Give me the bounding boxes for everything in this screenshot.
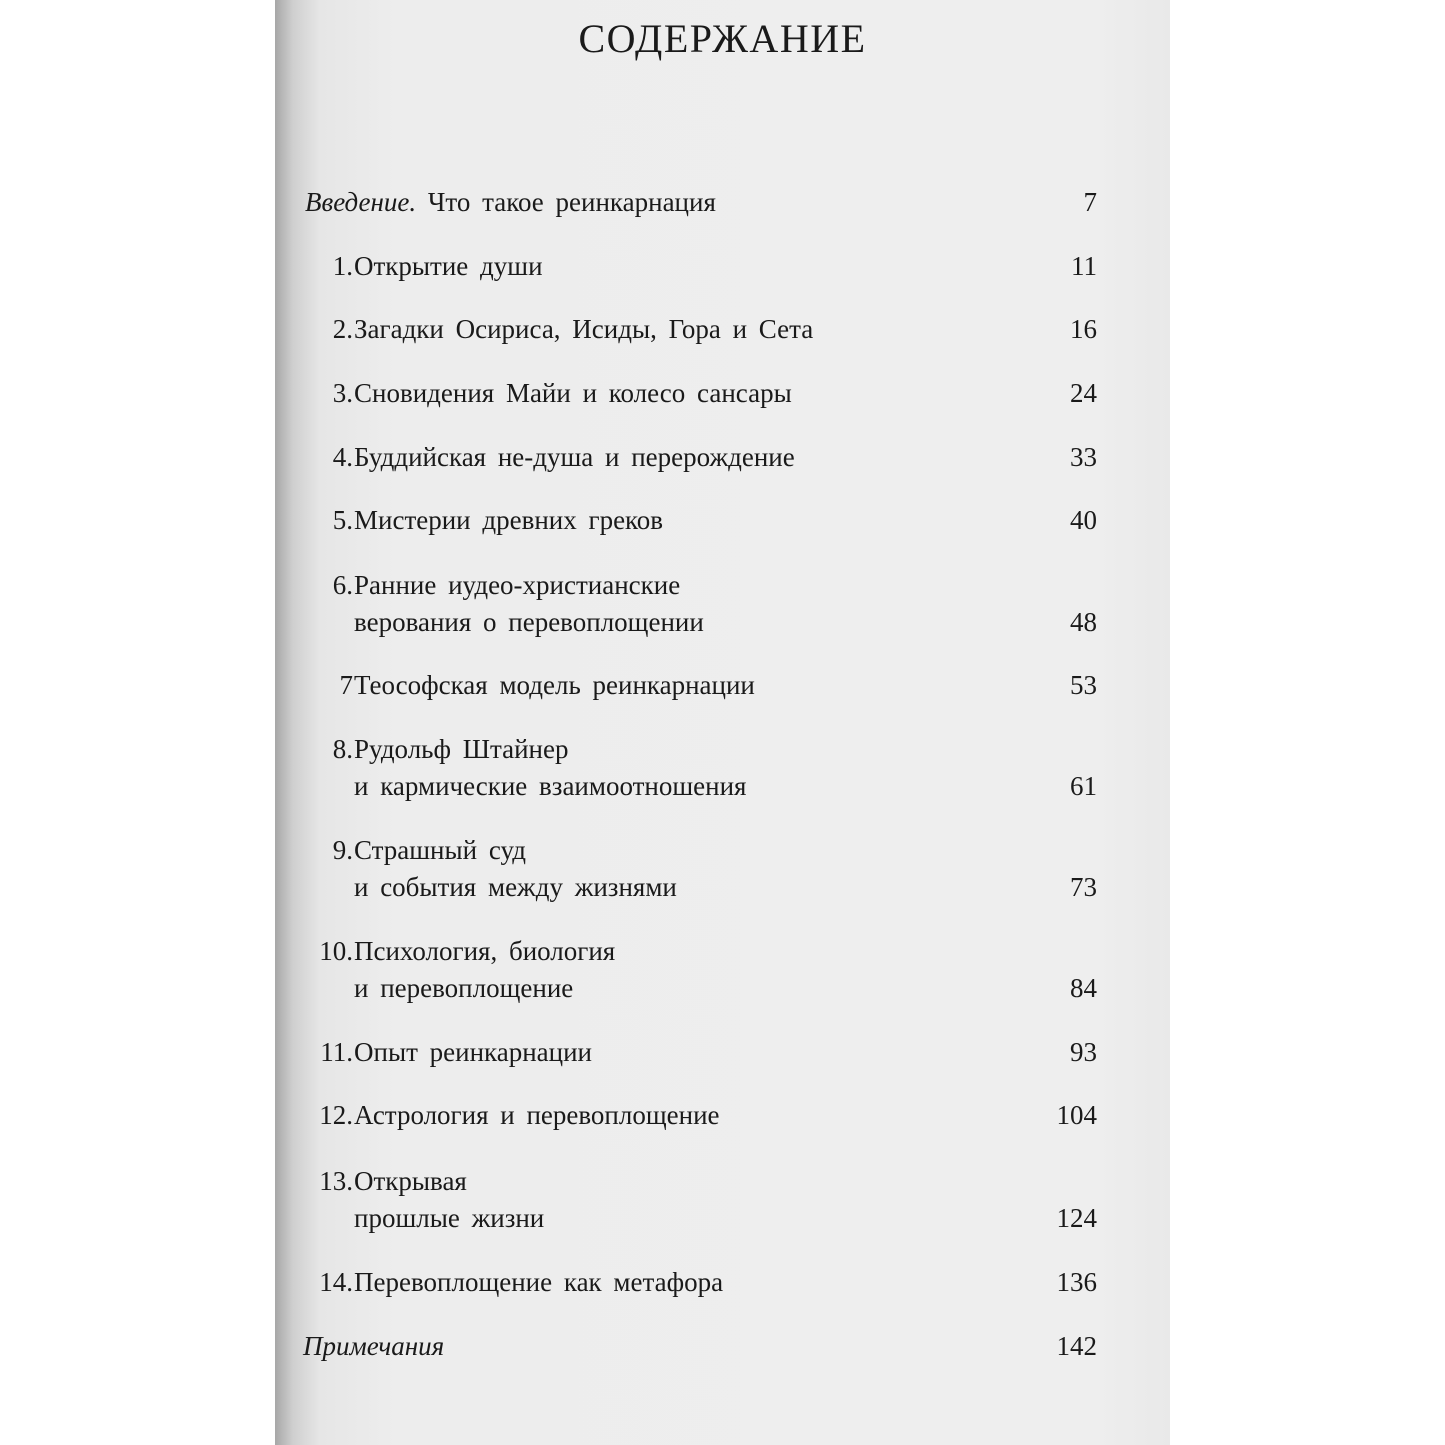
chapter-title: Загадки Осириса, Исиды, Гора и Сета <box>354 314 814 344</box>
chapter-title: Психология, биология <box>354 936 616 966</box>
chapter-number: 4. <box>332 442 353 472</box>
toc-intro-label: Введение. <box>305 187 417 217</box>
chapter-title: Теософская модель реинкарнации <box>354 670 755 700</box>
chapter-number: 10. <box>319 936 353 966</box>
chapter-title: Ранние иудео-христианские <box>354 570 681 600</box>
toc-page-number: 73 <box>1070 872 1097 902</box>
chapter-title: Рудольф Штайнер <box>354 734 569 764</box>
chapter-number: 6. <box>332 570 353 600</box>
chapter-title: Астрология и перевоплощение <box>354 1100 720 1130</box>
book-page <box>275 0 1170 1445</box>
chapter-number: 1. <box>332 251 353 281</box>
page-title: СОДЕРЖАНИЕ <box>578 16 867 61</box>
chapter-title: Сновидения Майи и колесо сансары <box>354 378 792 408</box>
chapter-title-line2: и перевоплощение <box>354 973 574 1003</box>
toc-entry-title <box>305 183 716 221</box>
chapter-title-line2: прошлые жизни <box>354 1203 545 1233</box>
chapter-title: Опыт реинкарнации <box>354 1037 592 1067</box>
chapter-number: 2. <box>332 314 353 344</box>
toc-intro-title: Что такое реинкарнация <box>427 187 716 217</box>
toc-notes-title: Примечания <box>303 1331 445 1361</box>
toc-page-number: 24 <box>1070 378 1097 408</box>
chapter-title: Мистерии древних греков <box>354 505 664 535</box>
toc-page-number: 93 <box>1070 1037 1097 1067</box>
chapter-title: Буддийская не-душа и перерождение <box>354 442 795 472</box>
toc-page-number: 11 <box>1071 251 1097 281</box>
toc-page-number: 142 <box>1056 1331 1097 1361</box>
chapter-title: Перевоплощение как метафора <box>354 1267 724 1297</box>
chapter-title: Открывая <box>354 1166 467 1196</box>
toc-page-number: 40 <box>1070 505 1097 535</box>
chapter-title-line2: и события между жизнями <box>354 872 677 902</box>
toc-page-number: 84 <box>1070 973 1097 1003</box>
chapter-number: 5. <box>332 505 353 535</box>
toc-page-number: 53 <box>1070 670 1097 700</box>
chapter-title: Страшный суд <box>354 835 527 865</box>
chapter-number: 8. <box>332 734 353 764</box>
chapter-number: 3. <box>332 378 353 408</box>
chapter-number: 12. <box>319 1100 353 1130</box>
chapter-number: 13. <box>319 1166 353 1196</box>
toc-page-number: 136 <box>1056 1267 1097 1297</box>
chapter-title: Открытие души <box>354 251 543 281</box>
chapter-number: 11. <box>320 1037 353 1067</box>
toc-page-number: 7 <box>1083 187 1097 217</box>
chapter-number: 7 <box>339 670 353 700</box>
toc-page-number: 16 <box>1070 314 1097 344</box>
toc-page-number: 48 <box>1070 607 1097 637</box>
chapter-number: 9. <box>332 835 353 865</box>
chapter-title-line2: и кармические взаимоотношения <box>354 771 747 801</box>
chapter-title-line2: верования о перевоплощении <box>354 607 704 637</box>
toc-page-number: 61 <box>1070 771 1097 801</box>
toc-page-number: 124 <box>1056 1203 1097 1233</box>
toc-page-number: 33 <box>1070 442 1097 472</box>
toc-page-number: 104 <box>1056 1100 1097 1130</box>
chapter-number: 14. <box>319 1267 353 1297</box>
